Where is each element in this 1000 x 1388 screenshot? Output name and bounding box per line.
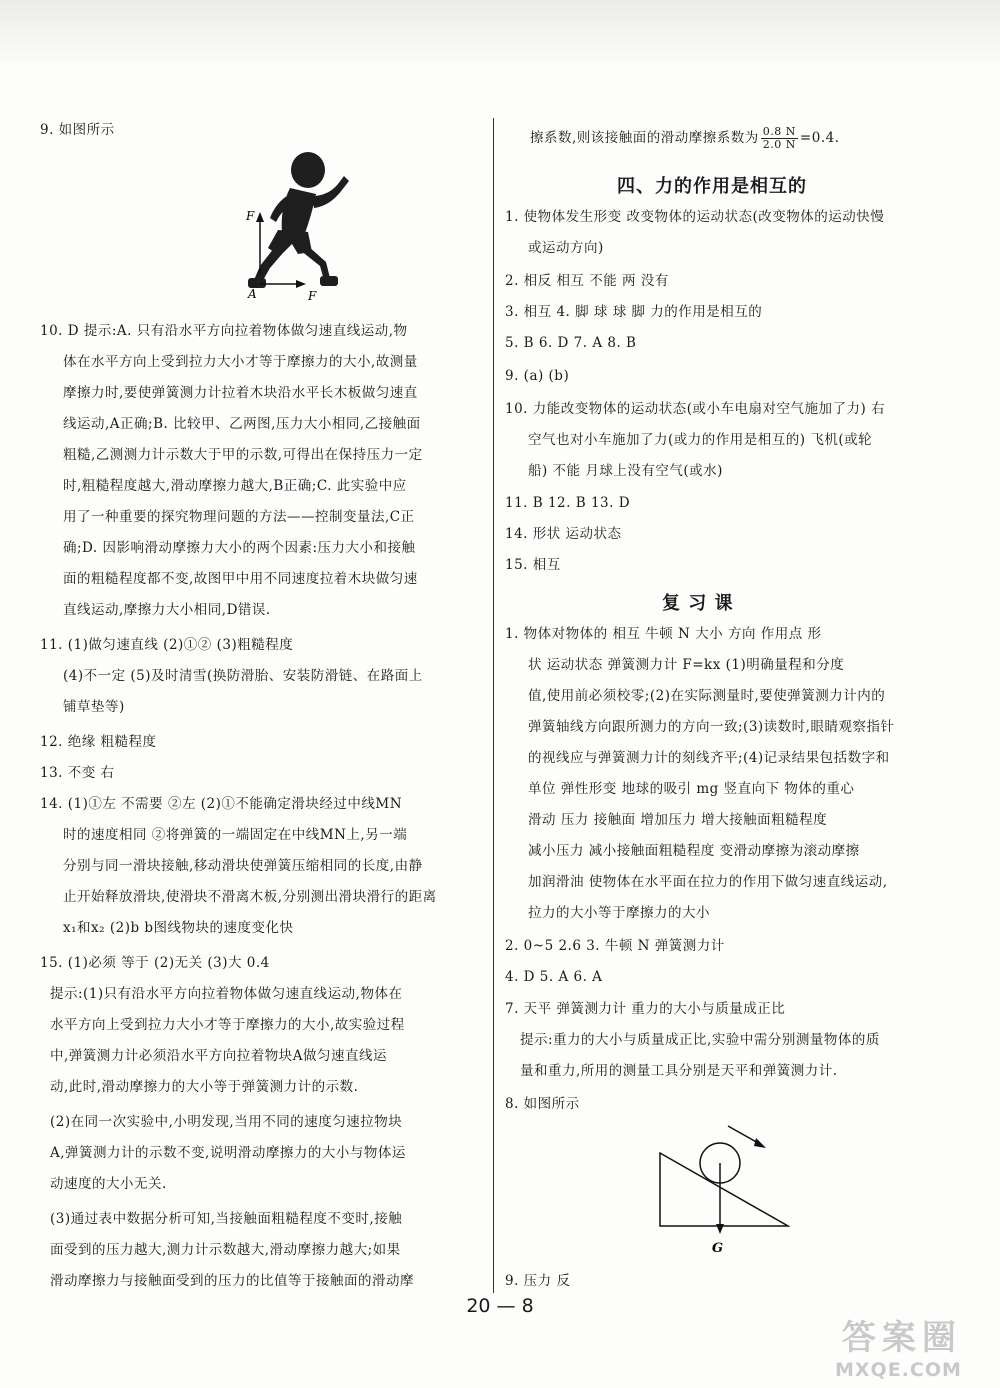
answer-line: 体在水平方向上受到拉力大小才等于摩擦力的大小,故测量 <box>63 354 418 370</box>
answer-line: (2)在同一次实验中,小明发现,当用不同的速度匀速拉物块 <box>50 1114 403 1130</box>
answer-line: 10. D 提示:A. 只有沿水平方向拉着物体做匀速直线运动,物 <box>40 323 408 339</box>
watermark-line2: MXQE.COM <box>835 1359 962 1381</box>
answer-line: 粗糙,乙测测力计示数大于甲的示数,可得出在保持压力一定 <box>63 447 423 463</box>
answer-line: 面的粗糙程度都不变,故图甲中用不同速度拉着木块做匀速 <box>63 571 418 587</box>
answer-line: 弹簧轴线方向跟所测力的方向一致;(3)读数时,眼睛观察指针 <box>528 719 895 735</box>
incline-figure <box>650 1118 790 1258</box>
answer-line: 9. (a) (b) <box>505 368 570 384</box>
gravity-label: G <box>712 1241 724 1256</box>
answer-line: 滑动 压力 接触面 增加压力 增大接触面粗糙程度 <box>528 812 828 828</box>
force-label-right: F <box>308 289 317 303</box>
watermark-line1: 答案圈 <box>841 1318 962 1358</box>
answer-line: 状 运动状态 弹簧测力计 F=kx (1)明确量程和分度 <box>528 657 845 673</box>
answer-line: 15. (1)必须 等于 (2)无关 (3)大 0.4 <box>40 955 270 971</box>
answer-line: 面受到的压力越大,测力计示数越大,滑动摩擦力越大;如果 <box>50 1242 401 1258</box>
watermark <box>835 1310 962 1381</box>
answer-line: 15. 相互 <box>505 557 561 573</box>
answer-line: 13. 不变 右 <box>40 765 115 781</box>
section-title: 四、力的作用是相互的 <box>617 176 807 197</box>
answer-line: 8. 如图所示 <box>505 1096 580 1112</box>
answer-line: 14. (1)①左 不需要 ②左 (2)①不能确定滑块经过中线MN <box>40 796 403 812</box>
runner-head <box>291 152 325 188</box>
runner-leg-front <box>300 246 330 280</box>
answer-line: 提示:(1)只有沿水平方向拉着物体做匀速直线运动,物体在 <box>50 986 403 1002</box>
answer-line: 的视线应与弹簧测力计的刻线齐平;(4)记录结果包括数字和 <box>528 750 890 766</box>
fraction <box>761 126 798 151</box>
answer-line: 拉力的大小等于摩擦力的大小 <box>528 905 710 921</box>
fraction-denominator: 2.0 N <box>762 138 796 151</box>
answer-line: 用了一种重要的探究物理问题的方法——控制变量法,C正 <box>63 509 415 525</box>
answer-line: 值,使用前必须校零;(2)在实际测量时,要使弹簧测力计内的 <box>528 688 886 704</box>
answer-line: 动速度的大小无关. <box>50 1176 167 1192</box>
answer-line: 4. D 5. A 6. A <box>505 969 603 985</box>
answer-line: 11. B 12. B 13. D <box>505 495 631 511</box>
runner-figure <box>220 148 360 308</box>
answer-line: 滑动摩擦力与接触面受到的压力的比值等于接触面的滑动摩 <box>50 1273 414 1289</box>
answer-line: 14. 形状 运动状态 <box>505 526 622 542</box>
column-divider <box>493 118 494 1293</box>
answer-line: 5. B 6. D 7. A 8. B <box>505 335 637 351</box>
answer-line: 水平方向上受到拉力大小才等于摩擦力的大小,故实验过程 <box>50 1017 405 1033</box>
answer-line: 或运动方向) <box>528 240 604 256</box>
answer-line: (4)不一定 (5)及时清雪(换防滑胎、安装防滑链、在路面上 <box>63 668 423 684</box>
answer-line: 量和重力,所用的测量工具分别是天平和弹簧测力计. <box>520 1063 838 1079</box>
answer-line: 7. 天平 弹簧测力计 重力的大小与质量成正比 <box>505 1001 786 1017</box>
answer-line: 3. 相互 4. 脚 球 球 脚 力的作用是相互的 <box>505 304 763 320</box>
answer-line: 时,粗糙程度越大,滑动摩擦力越大,B正确;C. 此实验中应 <box>63 478 407 494</box>
answer-line: 10. 力能改变物体的运动状态(或小车电扇对空气施加了力) 右 <box>505 401 886 417</box>
answer-line: 2. 0~5 2.6 3. 牛顿 N 弹簧测力计 <box>505 938 725 954</box>
fraction-numerator: 0.8 N <box>762 125 796 138</box>
answer-line: 11. (1)做匀速直线 (2)①② (3)粗糙程度 <box>40 637 294 653</box>
page-top-shade <box>0 0 1000 70</box>
incline-triangle <box>660 1153 788 1226</box>
answer-line: 2. 相反 相互 不能 两 没有 <box>505 273 669 289</box>
answer-line: 9. 如图所示 <box>40 122 115 138</box>
answer-line: 铺草垫等) <box>63 699 125 715</box>
answer-line: x₁和x₂ (2)b b图线物块的速度变化快 <box>63 920 294 936</box>
runner-leg-back <box>254 248 282 282</box>
answer-line: 直线运动,摩擦力大小相同,D错误. <box>63 602 271 618</box>
answer-line: 确;D. 因影响滑动摩擦力大小的两个因素:压力大小和接触 <box>63 540 416 556</box>
answer-line: 单位 弹性形变 地球的吸引 mg 竖直向下 物体的重心 <box>528 781 855 797</box>
point-label: A <box>248 287 257 301</box>
answer-line: 9. 压力 反 <box>505 1273 571 1289</box>
answer-line: 提示:重力的大小与质量成正比,实验中需分别测量物体的质 <box>520 1032 880 1048</box>
answer-line: 中,弹簧测力计必须沿水平方向拉着物块A做匀速直线运 <box>50 1048 388 1064</box>
answer-line: 线运动,A正确;B. 比较甲、乙两图,压力大小相同,乙接触面 <box>63 416 421 432</box>
answer-line: 加润滑油 使物体在水平面在拉力的作用下做匀速直线运动, <box>528 874 888 890</box>
answer-line: 分别与同一滑块接触,移动滑块使弹簧压缩相同的长度,由静 <box>63 858 423 874</box>
force-label-up: F <box>246 209 255 223</box>
answer-line: (3)通过表中数据分析可知,当接触面粗糙程度不变时,接触 <box>50 1211 403 1227</box>
answer-line: 摩擦力时,要使弹簧测力计拉着木块沿水平长木板做匀速直 <box>63 385 418 401</box>
runner-shoe-front <box>320 276 338 286</box>
fraction-suffix: =0.4. <box>799 130 840 146</box>
runner-body <box>282 188 316 236</box>
answer-line-with-fraction <box>530 126 840 151</box>
fraction-prefix: 擦系数,则该接触面的滑动摩擦系数为 <box>530 130 759 146</box>
answer-line: 船) 不能 月球上没有空气(或水) <box>528 463 723 479</box>
page-number: 20 — 8 <box>466 1295 534 1317</box>
answer-line: 1. 物体对物体的 相互 牛顿 N 大小 方向 作用点 形 <box>505 626 822 642</box>
answer-line: A,弹簧测力计的示数不变,说明滑动摩擦力的大小与物体运 <box>50 1145 406 1161</box>
answer-line: 减小压力 减小接触面粗糙程度 变滑动摩擦为滚动摩擦 <box>528 843 860 859</box>
answer-line: 时的速度相同 ②将弹簧的一端固定在中线MN上,另一端 <box>63 827 408 843</box>
answer-line: 1. 使物体发生形变 改变物体的运动状态(改变物体的运动快慢 <box>505 209 885 225</box>
answer-line: 空气也对小车施加了力(或力的作用是相互的) 飞机(或轮 <box>528 432 873 448</box>
answer-line: 12. 绝缘 粗糙程度 <box>40 734 157 750</box>
section-title: 复 习 课 <box>662 593 734 614</box>
answer-line: 止开始释放滑块,使滑块不滑离木板,分别测出滑块滑行的距离 <box>63 889 437 905</box>
answer-line: 动,此时,滑动摩擦力的大小等于弹簧测力计的示数. <box>50 1079 359 1095</box>
